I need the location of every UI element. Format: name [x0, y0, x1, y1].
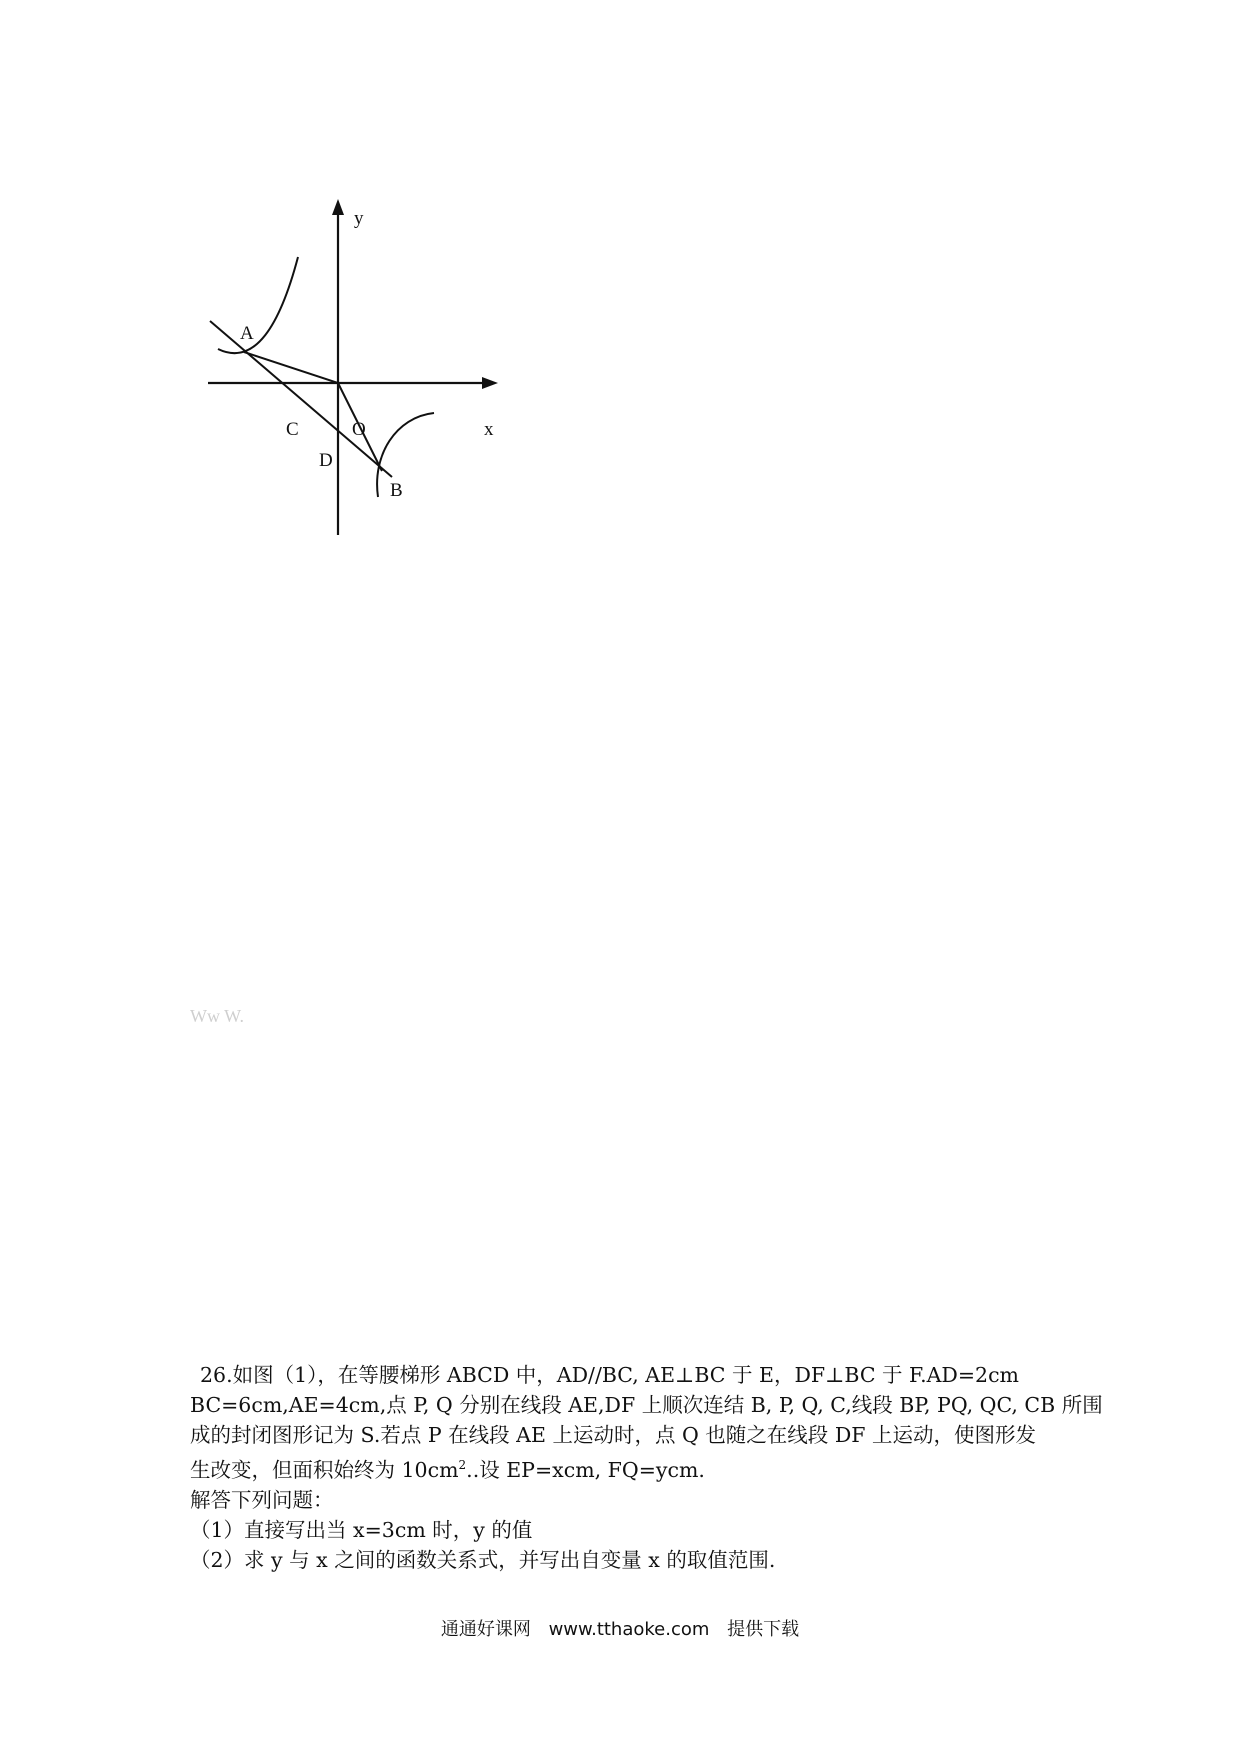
- line-AB: [210, 321, 392, 477]
- footer-url[interactable]: www.tthaoke.com: [548, 1619, 710, 1640]
- question-2: （2）求 y 与 x 之间的函数关系式，并写出自变量 x 的取值范围.: [190, 1547, 776, 1572]
- footer-suffix: 提供下载: [727, 1619, 800, 1640]
- hyperbola-branch-lower-right: [377, 413, 434, 497]
- x-axis-arrow: [482, 377, 498, 389]
- problem-line: [190, 1450, 1090, 1485]
- label-A: A: [240, 323, 254, 344]
- problem-26: [190, 1360, 1103, 1575]
- watermark-text: Ww W.: [190, 1006, 244, 1026]
- page-footer: [0, 1615, 1240, 1641]
- problem-line: 成的封闭图形记为 S.若点 P 在线段 AE 上运动时，点 Q 也随之在线段 DF 上运动，使图形发: [190, 1423, 1037, 1447]
- segment-OA: [244, 352, 338, 383]
- problem-text: ..设 EP=xcm, FQ=ycm.: [466, 1457, 705, 1482]
- coordinate-figure: [200, 195, 520, 540]
- y-axis-arrow: [332, 199, 344, 215]
- problem-text: 生改变，但面积始终为 10cm: [190, 1457, 459, 1482]
- label-O: O: [352, 419, 366, 440]
- label-x: x: [484, 419, 494, 440]
- label-C: C: [286, 419, 299, 440]
- label-y: y: [354, 208, 364, 229]
- footer-site-name: 通通好课网: [440, 1619, 531, 1640]
- problem-line: 26.如图（1），在等腰梯形 ABCD 中，AD//BC, AE⊥BC 于 E，DF⊥BC 于 F.AD=2cm: [200, 1363, 1019, 1387]
- label-D: D: [319, 450, 333, 471]
- problem-line: BC=6cm,AE=4cm,点 P, Q 分别在线段 AE,DF 上顺次连结 B, P, Q, C,线段 BP, PQ, QC, CB 所围: [190, 1393, 1103, 1417]
- problem-line: 解答下列问题：: [190, 1487, 334, 1512]
- question-1: （1）直接写出当 x=3cm 时，y 的值: [190, 1517, 533, 1542]
- superscript: 2: [458, 1458, 467, 1472]
- label-B: B: [390, 480, 403, 501]
